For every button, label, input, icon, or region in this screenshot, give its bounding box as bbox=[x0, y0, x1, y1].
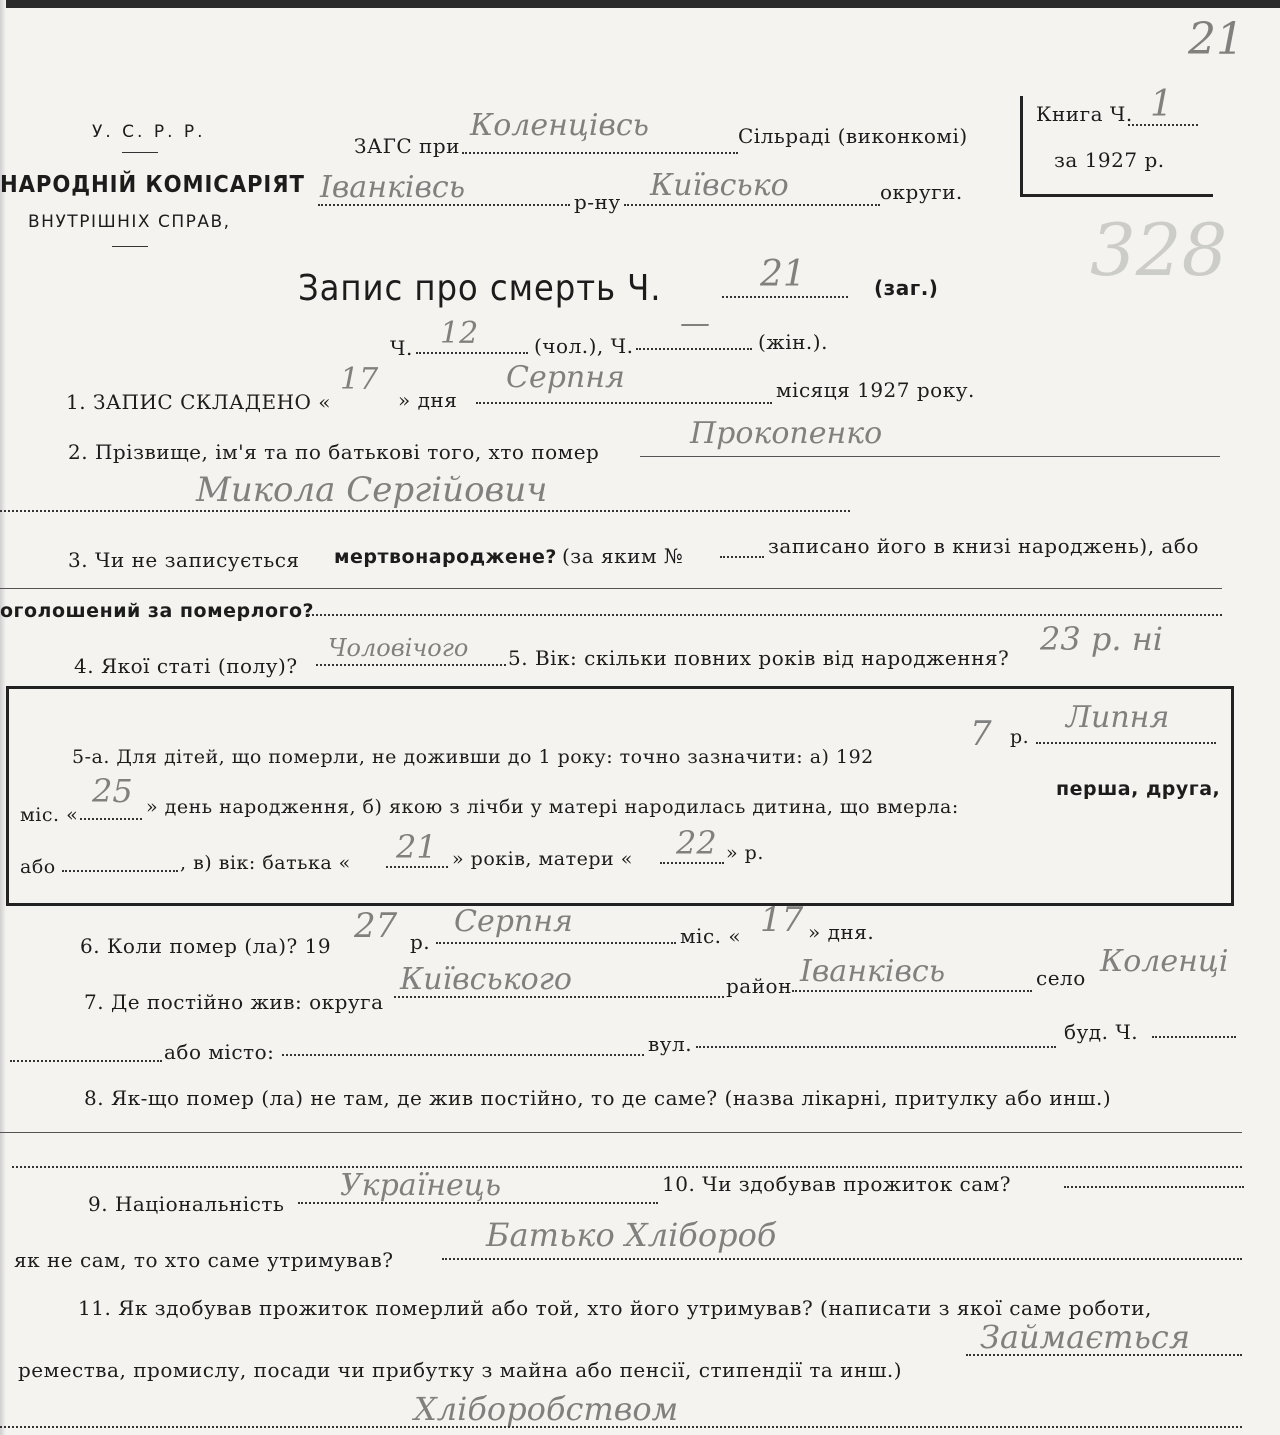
underline bbox=[0, 1132, 1242, 1133]
male-label: (чол.), Ч. bbox=[534, 334, 634, 358]
blank-line bbox=[62, 870, 178, 872]
f4-label: 4. Якої статі (полу)? bbox=[74, 654, 298, 678]
f9-label: 9. Національність bbox=[88, 1192, 285, 1216]
f6-year-suffix: р. bbox=[410, 930, 431, 954]
blank-line bbox=[624, 204, 880, 206]
f10-supporter-label: як не сам, то хто саме утримував? bbox=[14, 1248, 394, 1272]
f11-label-b: ремества, промислу, посади чи прибутку з майна або пенсії, стипендії та инш.) bbox=[18, 1358, 903, 1382]
f6-day-handwritten: 17 bbox=[760, 900, 804, 940]
department-label: ВНУТРІШНІХ СПРАВ, bbox=[28, 212, 231, 232]
f6-month-suffix: міс. « bbox=[680, 924, 742, 948]
blank-line bbox=[316, 664, 506, 666]
underline bbox=[0, 588, 1222, 589]
blank-line bbox=[282, 1054, 644, 1056]
blank-line bbox=[720, 556, 764, 558]
blank-line bbox=[10, 1060, 162, 1062]
f4-sex-handwritten: Чоловічого bbox=[328, 634, 469, 662]
blank-line bbox=[318, 204, 570, 206]
f10-supporter-handwritten: Батько Хлібороб bbox=[486, 1216, 777, 1254]
box5a-line1: 5-а. Для дітей, що померли, не доживши до 1 року: точно зазначити: а) 192 bbox=[72, 746, 874, 768]
raion-label: р-ну bbox=[574, 190, 621, 214]
f7-city-label: або місто: bbox=[164, 1040, 275, 1064]
f3-label-a: 3. Чи не записується bbox=[68, 548, 300, 572]
box5a-year-suffix: р. bbox=[1010, 726, 1030, 748]
box5a-father-age-handwritten: 21 bbox=[396, 828, 437, 866]
year-label: за 1927 р. bbox=[1054, 148, 1165, 172]
blank-line bbox=[1152, 1036, 1236, 1038]
f2-surname-handwritten: Прокопенко bbox=[690, 416, 883, 451]
f3-stillborn: мертвонароджене? bbox=[334, 546, 557, 568]
divider bbox=[122, 152, 158, 153]
f7-raion-label: район bbox=[726, 974, 792, 998]
ussr-label: У. С. Р. Р. bbox=[92, 122, 206, 142]
f7-selo-label: село bbox=[1036, 966, 1086, 990]
f11-label-a: 11. Як здобував прожиток померлий або той, хто його утримував? (написати з якої саме роботи, bbox=[78, 1296, 1152, 1320]
f7-street-label: вул. bbox=[648, 1032, 693, 1056]
female-count-handwritten: — bbox=[680, 306, 710, 341]
blank-line bbox=[476, 402, 772, 404]
blank-line bbox=[792, 990, 1032, 992]
male-count-handwritten: 12 bbox=[440, 316, 479, 351]
underline bbox=[640, 456, 1220, 457]
divider bbox=[112, 246, 148, 247]
blank-line bbox=[636, 348, 752, 350]
f7-selo-handwritten: Коленці bbox=[1100, 944, 1229, 979]
zags-handwritten: Коленцівсь bbox=[470, 108, 650, 143]
f1-month-handwritten: Серпня bbox=[506, 360, 625, 395]
corner-number-handwritten: 21 bbox=[1188, 14, 1244, 65]
blank-line bbox=[462, 152, 738, 154]
f6-month-handwritten: Серпня bbox=[454, 904, 573, 939]
f5-label: 5. Вік: скільки повних років від народження? bbox=[508, 646, 1010, 670]
okruha-label: округи. bbox=[880, 180, 963, 204]
f2-name-handwritten: Микола Сергійович bbox=[196, 470, 548, 510]
pencil-number-handwritten: 328 bbox=[1090, 208, 1228, 292]
blank-line bbox=[436, 942, 676, 944]
box5a-line3-d: » р. bbox=[726, 842, 764, 864]
raion-handwritten: Іванківсь bbox=[320, 170, 466, 205]
box5a-mother-age-handwritten: 22 bbox=[676, 824, 717, 862]
blank-line bbox=[722, 296, 848, 298]
f10-label: 10. Чи здобував прожиток сам? bbox=[662, 1172, 1011, 1196]
zags-prefix: ЗАГС при bbox=[354, 134, 460, 158]
blank-line bbox=[1128, 124, 1198, 126]
f11-occupation-handwritten: Займається bbox=[980, 1318, 1191, 1356]
ch-label: Ч. bbox=[390, 336, 413, 360]
blank-line bbox=[394, 996, 724, 998]
okruha-handwritten: Київсько bbox=[650, 168, 789, 203]
book-handwritten: 1 bbox=[1150, 84, 1173, 125]
blank-line bbox=[386, 866, 448, 868]
blank-line bbox=[80, 818, 142, 820]
blank-line bbox=[1036, 742, 1216, 744]
blank-line bbox=[0, 1426, 1242, 1428]
box5a-line3-c: » років, матери « bbox=[452, 848, 633, 870]
f3-label-c: (за яким № bbox=[562, 544, 684, 568]
scan-top-edge bbox=[0, 0, 1280, 8]
f7-okruha-handwritten: Київського bbox=[400, 962, 572, 997]
box5a-line3-a: або bbox=[20, 856, 56, 878]
f1-day-handwritten: 17 bbox=[340, 362, 379, 397]
f11-occupation-handwritten-2: Хліборобством bbox=[414, 1390, 679, 1428]
f7-label: 7. Де постійно жив: округа bbox=[84, 990, 384, 1014]
record-title: Запис про смерть Ч. bbox=[298, 268, 662, 309]
f9-nationality-handwritten: Українець bbox=[340, 1168, 502, 1203]
f2-label: 2. Прізвище, ім'я та по батькові того, хто помер bbox=[68, 440, 600, 464]
blank-line bbox=[966, 1354, 1242, 1356]
f3-declared-dead: оголошений за померлого? bbox=[0, 600, 315, 622]
blank-line bbox=[442, 1258, 1242, 1260]
blank-line bbox=[12, 1166, 1242, 1168]
f6-day-suffix: » дня. bbox=[808, 920, 875, 944]
zags-suffix: Сільраді (виконкомі) bbox=[738, 124, 968, 148]
ministry-label: НАРОДНІЙ КОМІСАРІЯТ bbox=[0, 172, 305, 198]
box5a-order: перша, друга, bbox=[1056, 778, 1221, 800]
title-suffix: (заг.) bbox=[874, 276, 939, 300]
record-number-handwritten: 21 bbox=[760, 254, 806, 295]
female-label: (жін.). bbox=[758, 330, 828, 354]
box5a-line2-b: » день народження, б) якою з лічби у матері народилась дитина, що вмерла: bbox=[146, 796, 959, 818]
blank-line bbox=[0, 510, 850, 512]
f5-age-handwritten: 23 р. ні bbox=[1040, 620, 1164, 658]
blank-line bbox=[660, 862, 724, 864]
f1-prefix: 1. ЗАПИС СКЛАДЕНО « bbox=[66, 390, 331, 414]
f3-label-d: записано його в книзі народжень), або bbox=[768, 534, 1199, 558]
f1-suffix: місяця 1927 року. bbox=[776, 378, 975, 402]
box5a-month-handwritten: Липня bbox=[1066, 700, 1170, 735]
blank-line bbox=[1064, 1186, 1244, 1188]
f6-label: 6. Коли помер (ла)? 19 bbox=[80, 934, 332, 958]
box5a-year-handwritten: 7 bbox=[970, 714, 992, 754]
box5a-line2-a: міс. « bbox=[20, 804, 79, 826]
blank-line bbox=[308, 614, 1222, 616]
f7-house-label: буд. Ч. bbox=[1064, 1020, 1139, 1044]
box5a-line3-b: , в) вік: батька « bbox=[180, 852, 351, 874]
box5a-day-handwritten: 25 bbox=[92, 772, 133, 810]
f7-raion-handwritten: Іванківсь bbox=[800, 954, 946, 989]
blank-line bbox=[298, 1202, 658, 1204]
blank-line bbox=[696, 1046, 1056, 1048]
f1-mid: » дня bbox=[398, 388, 458, 412]
f6-year-handwritten: 27 bbox=[354, 906, 398, 946]
f8-label: 8. Як-що помер (ла) не там, де жив постійно, то де саме? (назва лікарні, притулку або инш.) bbox=[84, 1086, 1112, 1110]
book-label: Книга Ч. bbox=[1036, 102, 1133, 126]
blank-line bbox=[416, 352, 528, 354]
